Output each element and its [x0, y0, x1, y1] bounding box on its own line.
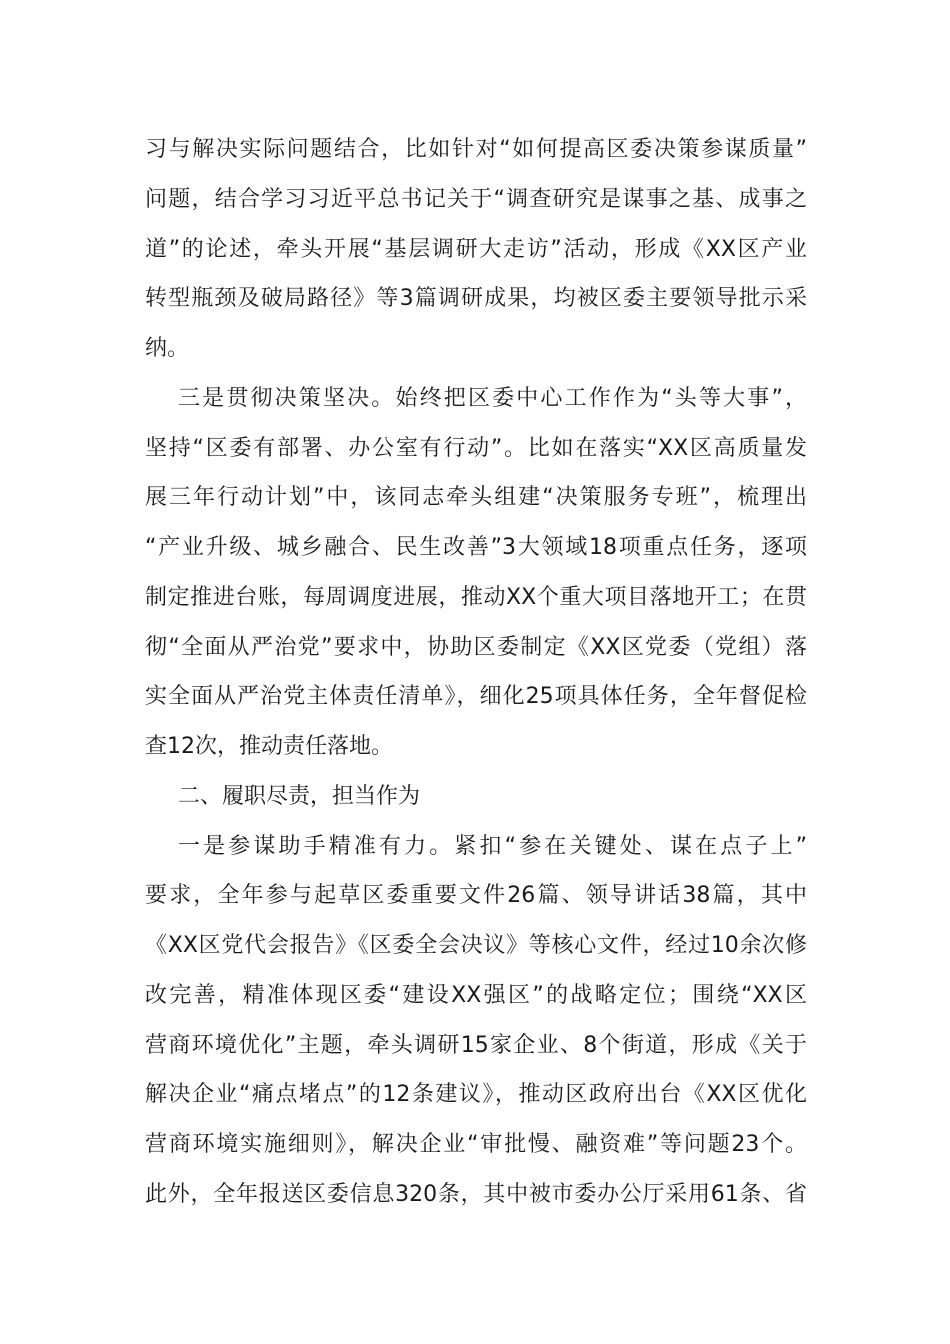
- text-line: 要求，全年参与起草区委重要文件26篇、领导讲话38篇，其中: [145, 883, 807, 909]
- text-line: 习与解决实际问题结合，比如针对“如何提高区委决策参谋质量”: [145, 137, 807, 162]
- paragraph: [145, 822, 807, 1220]
- text-line: 查12次，推动责任落地。: [145, 734, 393, 759]
- text-line: 道”的论述，牵头开展“基层调研大走访”活动，形成《XX区产业: [145, 236, 807, 262]
- text-line: “产业升级、城乡融合、民生改善”3大领域18项重点任务，逐项: [145, 535, 807, 560]
- paragraph: [145, 374, 807, 772]
- text-line: 坚持“区委有部署、办公室有行动”。比如在落实“XX区高质量发: [145, 435, 807, 461]
- text-line: 营商环境优化”主题，牵头调研15家企业、8个街道，形成《关于: [145, 1032, 807, 1058]
- text-line: 三是贯彻决策坚决。始终把区委中心工作作为“头等大事”，: [178, 385, 807, 411]
- text-line: 营商环境实施细则》，解决企业“审批慢、融资难”等问题23个。: [145, 1132, 807, 1157]
- text-line: 纳。: [145, 336, 190, 361]
- text-line: 解决企业“痛点堵点”的12条建议》，推动区政府出台《XX区优化: [145, 1082, 807, 1108]
- text-line: 问题，结合学习习近平总书记关于“调查研究是谋事之基、成事之: [145, 186, 807, 212]
- text-line: 一是参谋助手精准有力。紧扣“参在关键处、谋在点子上”: [178, 833, 807, 859]
- paragraph: [145, 125, 807, 374]
- paragraph: [145, 772, 807, 822]
- text-line: 此外，全年报送区委信息320条，其中被市委办公厅采用61条、省: [145, 1181, 807, 1207]
- text-line: 《XX区党代会报告》《区委全会决议》等核心文件，经过10余次修: [145, 933, 807, 958]
- document-body: [145, 125, 807, 1220]
- text-line: 彻“全面从严治党”要求中，协助区委制定《XX区党委（党组）落: [145, 634, 807, 660]
- text-line: 改完善，精准体现区委“建设XX强区”的战略定位；围绕“XX区: [145, 982, 807, 1008]
- text-line: 转型瓶颈及破局路径》等3篇调研成果，均被区委主要领导批示采: [145, 286, 807, 312]
- text-line: 二、履职尽责，担当作为: [178, 783, 421, 809]
- text-line: 展三年行动计划”中，该同志牵头组建“决策服务专班”，梳理出: [145, 485, 807, 511]
- text-line: 制定推进台账，每周调度进展，推动XX个重大项目落地开工；在贯: [145, 584, 807, 610]
- text-line: 实全面从严治党主体责任清单》，细化25项具体任务，全年督促检: [145, 684, 807, 710]
